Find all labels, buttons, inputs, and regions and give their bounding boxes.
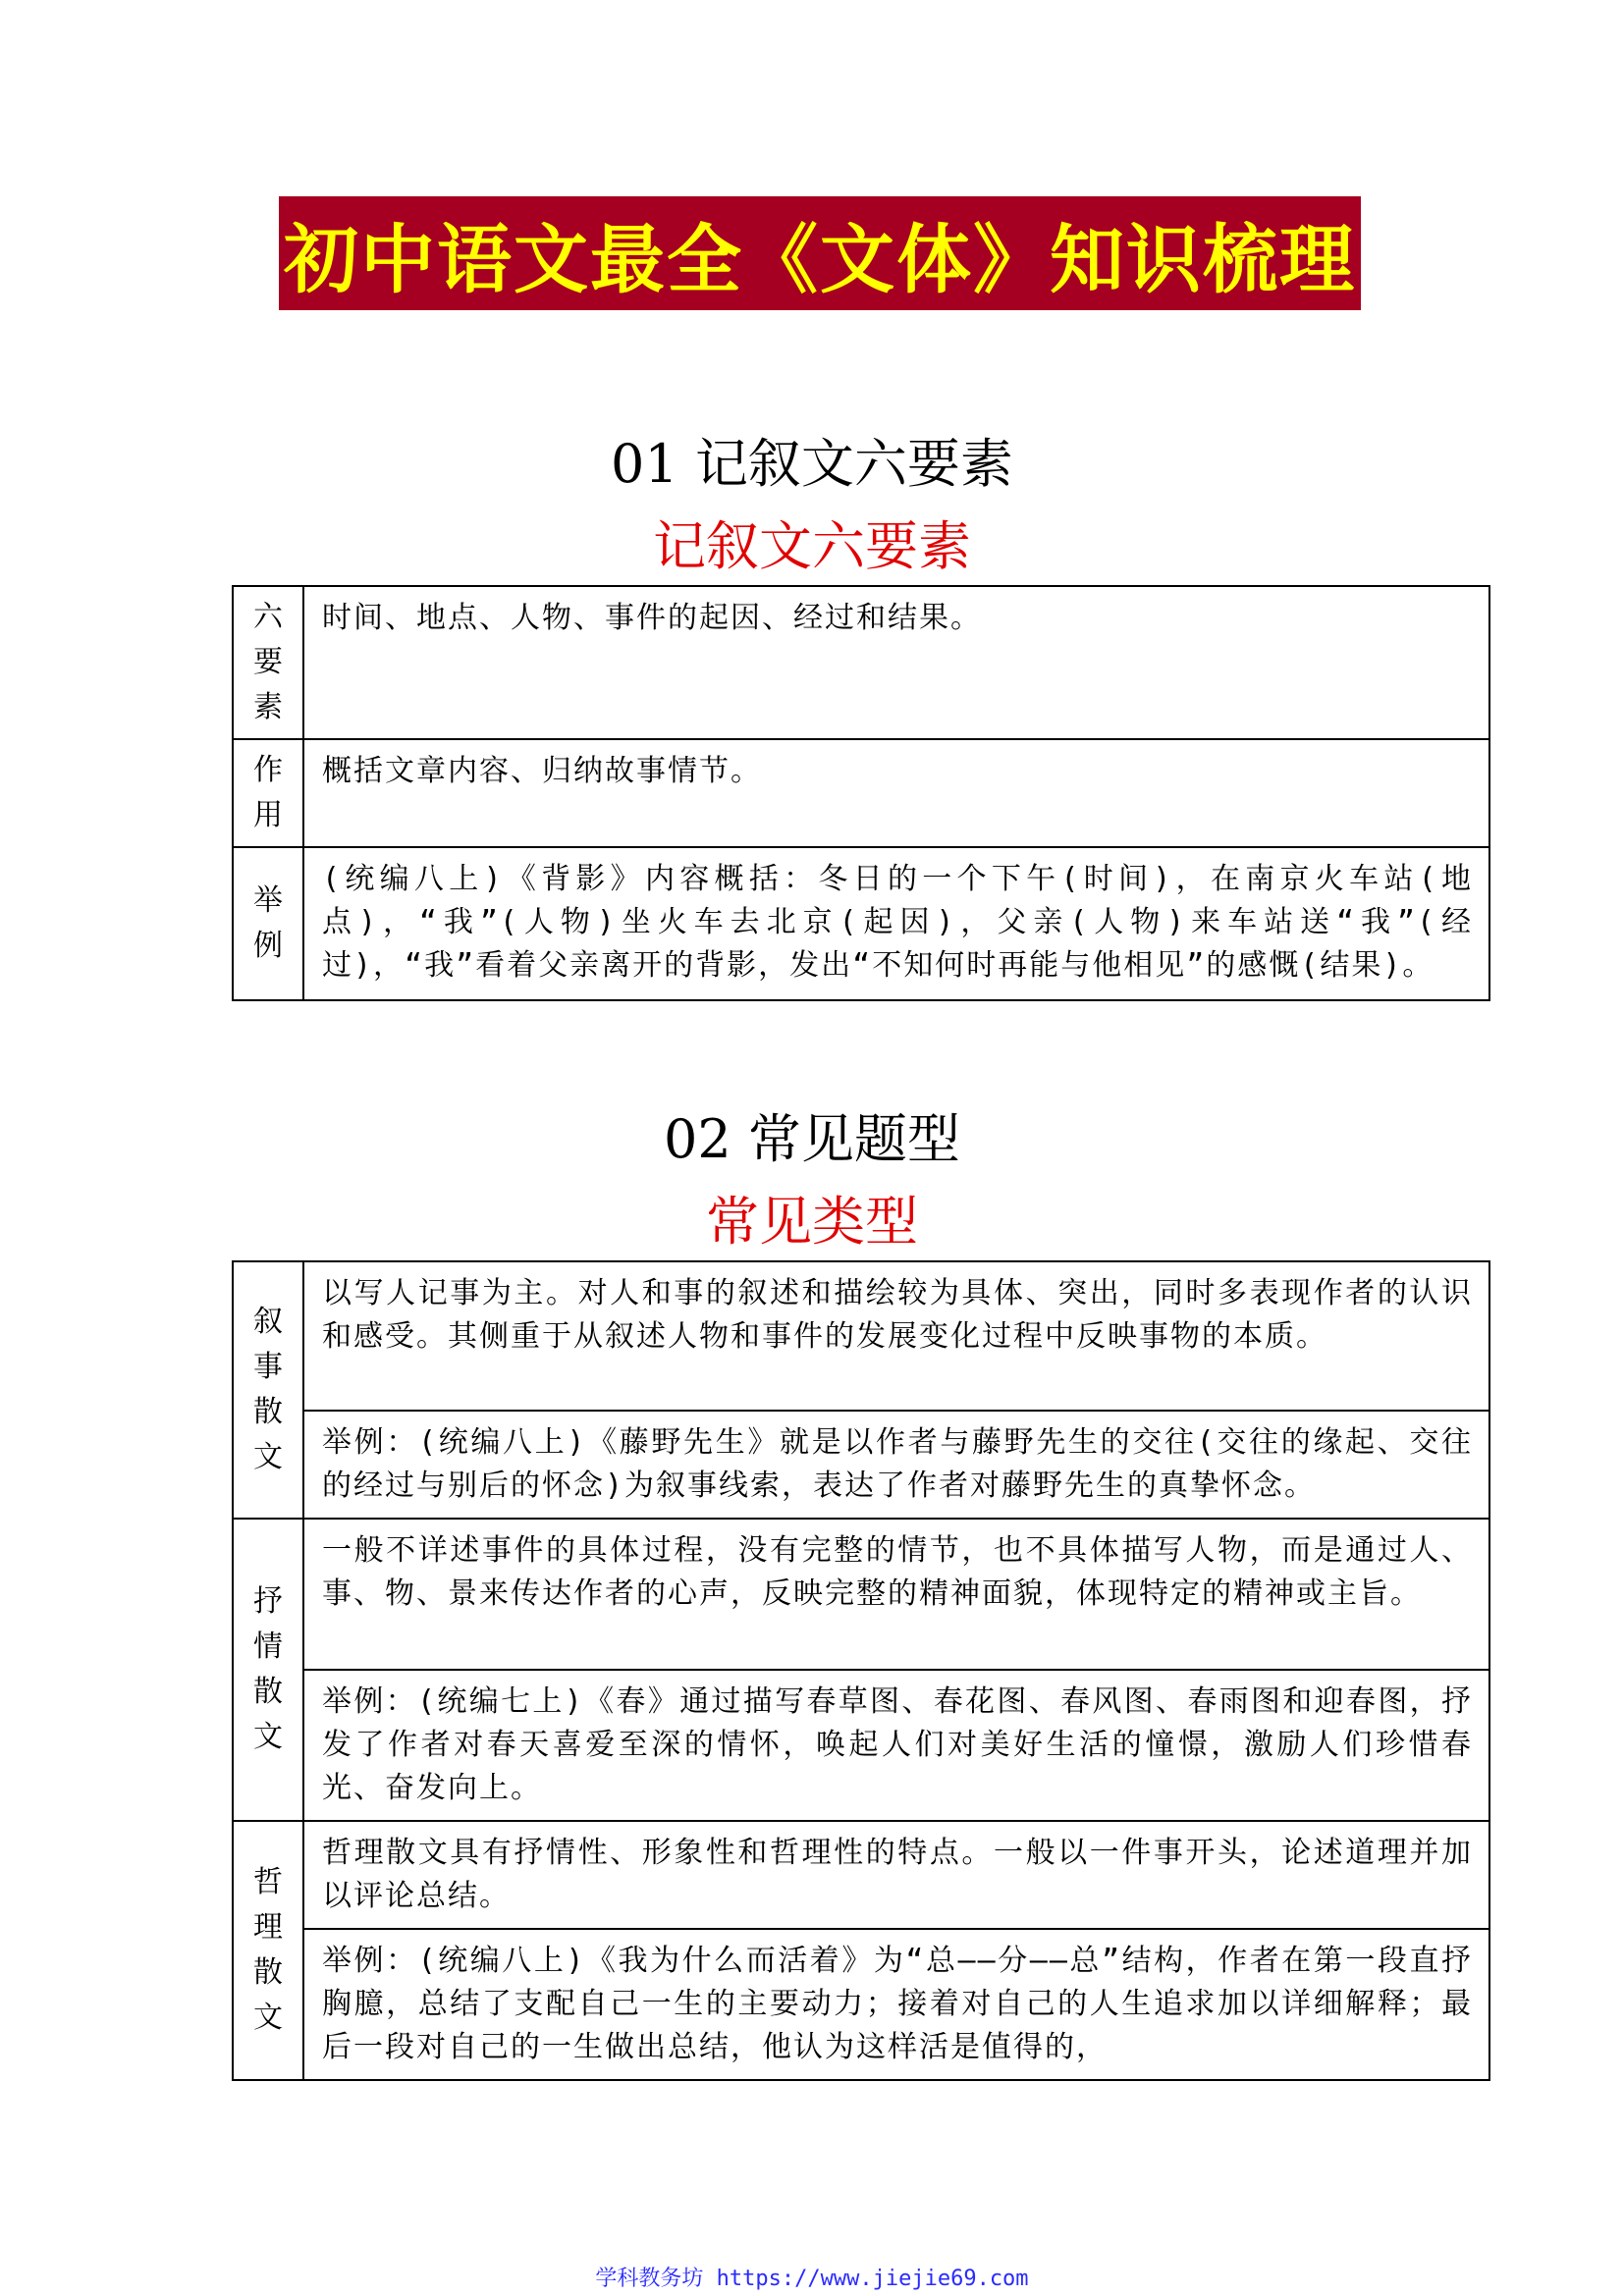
row-content: (统编八上)《背影》内容概括：冬日的一个下午(时间)，在南京火车站(地点)，“我”(人物)坐火车去北京(起因)，父亲(人物)来车站送“我”(经过)，“我”看着父亲离开的背影，发出“不知何时再能与他相见”的感慨(结果)。 xyxy=(303,847,1489,1000)
group-label: 哲理散文 xyxy=(253,1865,283,2035)
footer-source: 学科教务坊 https://www.jiejie69.com xyxy=(595,2267,1029,2291)
six-elements-table xyxy=(232,585,1490,1001)
essay-types-table xyxy=(232,1260,1490,2081)
group-label: 抒情散文 xyxy=(253,1584,283,1754)
title-banner xyxy=(279,196,1361,310)
group-example: 举例：(统编八上)《藤野先生》就是以作者与藤野先生的交往(交往的缘起、交往的经过与别后的怀念)为叙事线索，表达了作者对藤野先生的真挚怀念。 xyxy=(303,1411,1489,1519)
row-label-cell xyxy=(233,739,303,847)
group-description: 一般不详述事件的具体过程，没有完整的情节，也不具体描写人物，而是通过人、事、物、景来传达作者的心声，反映完整的精神面貌，体现特定的精神或主旨。 xyxy=(303,1519,1489,1670)
section2-title: 02 常见题型 xyxy=(664,1108,960,1170)
group-example: 举例：(统编七上)《春》通过描写春草图、春花图、春风图、春雨图和迎春图，抒发了作者对春天喜爱至深的情怀，唤起人们对美好生活的憧憬，激励人们珍惜春光、奋发向上。 xyxy=(303,1670,1489,1821)
table-row xyxy=(233,739,1489,847)
section2-subtitle: 常见类型 xyxy=(706,1191,918,1253)
document-title: 初中语文最全《文体》知识梳理 xyxy=(284,215,1356,303)
group-description: 哲理散文具有抒情性、形象性和哲理性的特点。一般以一件事开头，论述道理并加以评论总结。 xyxy=(303,1821,1489,1929)
row-label: 六要素 xyxy=(253,600,283,724)
row-label: 举例 xyxy=(253,883,283,963)
group-example: 举例：(统编八上)《我为什么而活着》为“总——分——总”结构，作者在第一段直抒胸臆，总结了支配自己一生的主要动力；接着对自己的人生追求加以详细解释；最后一段对自己的一生做出总结，他认为这样活是值得的， xyxy=(303,1929,1489,2080)
group-description: 以写人记事为主。对人和事的叙述和描绘较为具体、突出，同时多表现作者的认识和感受。其侧重于从叙述人物和事件的发展变化过程中反映事物的本质。 xyxy=(303,1261,1489,1411)
row-label-cell xyxy=(233,586,303,739)
table-row xyxy=(233,1411,1489,1519)
table-row xyxy=(233,1670,1489,1821)
row-content: 时间、地点、人物、事件的起因、经过和结果。 xyxy=(303,586,1489,739)
table-row xyxy=(233,1519,1489,1670)
table-row xyxy=(233,847,1489,1000)
group-label-cell xyxy=(233,1519,303,1821)
row-content: 概括文章内容、归纳故事情节。 xyxy=(303,739,1489,847)
group-label: 叙事散文 xyxy=(253,1305,283,1474)
section1-title: 01 记叙文六要素 xyxy=(611,433,1013,495)
section1-subtitle: 记叙文六要素 xyxy=(653,515,971,577)
group-label-cell xyxy=(233,1261,303,1519)
group-label-cell xyxy=(233,1821,303,2080)
row-label: 作用 xyxy=(253,753,283,832)
table-row xyxy=(233,1821,1489,1929)
table-row xyxy=(233,586,1489,739)
table-row xyxy=(233,1929,1489,2080)
table-row xyxy=(233,1261,1489,1411)
row-label-cell xyxy=(233,847,303,1000)
